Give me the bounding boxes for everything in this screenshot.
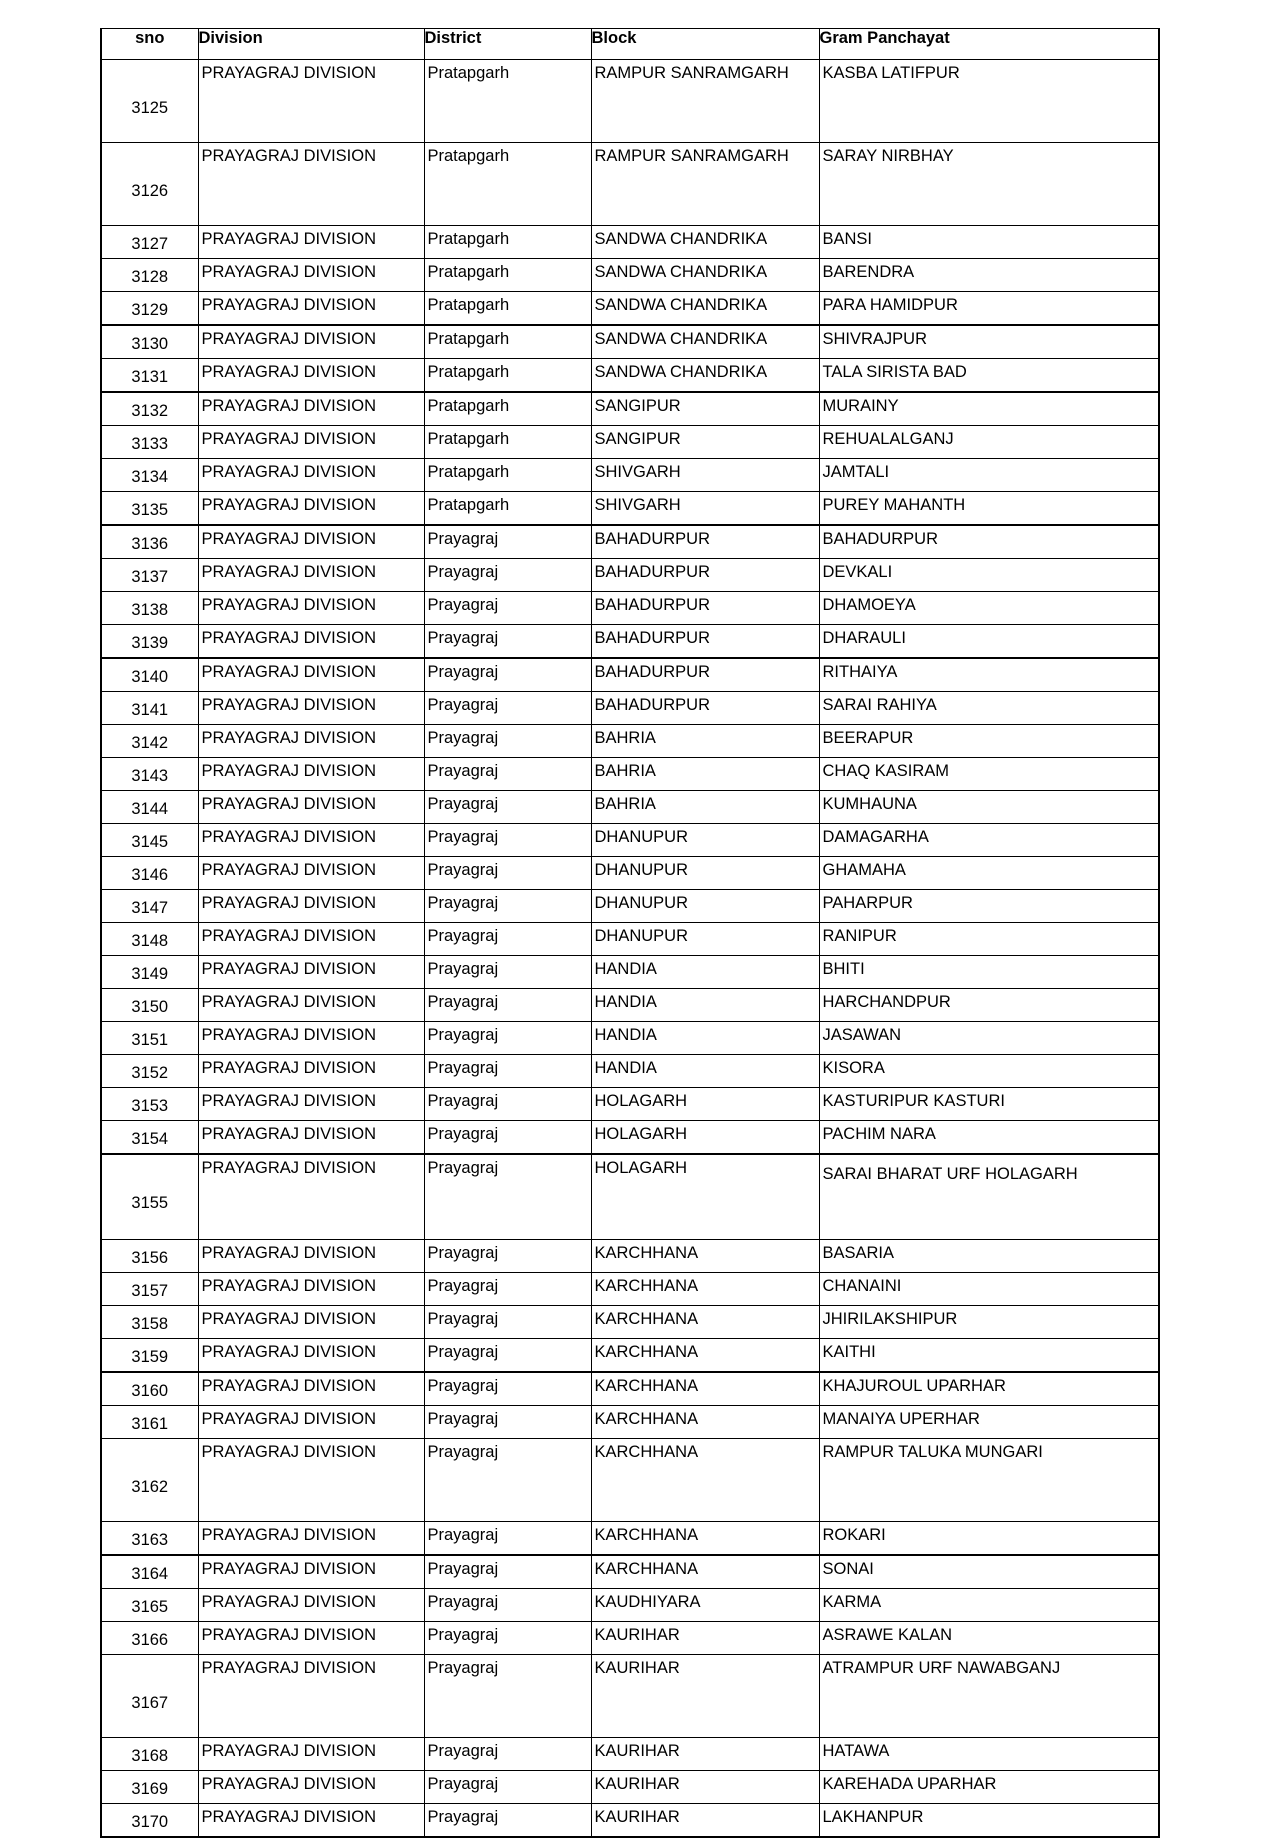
- cell-district: Prayagraj: [424, 1804, 591, 1838]
- cell-block: BAHRIA: [591, 758, 819, 791]
- cell-division: PRAYAGRAJ DIVISION: [198, 758, 424, 791]
- cell-district: Prayagraj: [424, 625, 591, 659]
- table-row: [101, 60, 1159, 143]
- cell-division: PRAYAGRAJ DIVISION: [198, 525, 424, 559]
- table-row: [101, 1121, 1159, 1155]
- cell-sno: 3151: [101, 1022, 198, 1055]
- cell-division: PRAYAGRAJ DIVISION: [198, 890, 424, 923]
- cell-gram-panchayat: KUMHAUNA: [819, 791, 1159, 824]
- cell-sno: 3130: [101, 325, 198, 359]
- cell-district: Prayagraj: [424, 1655, 591, 1738]
- table-header-row: [101, 29, 1159, 60]
- cell-district: Prayagraj: [424, 791, 591, 824]
- cell-gram-panchayat: PUREY MAHANTH: [819, 492, 1159, 526]
- cell-block: BAHADURPUR: [591, 525, 819, 559]
- cell-division: PRAYAGRAJ DIVISION: [198, 1121, 424, 1155]
- table-row: [101, 259, 1159, 292]
- table-row: [101, 559, 1159, 592]
- cell-district: Pratapgarh: [424, 426, 591, 459]
- cell-district: Prayagraj: [424, 1088, 591, 1121]
- cell-division: PRAYAGRAJ DIVISION: [198, 956, 424, 989]
- cell-block: BAHRIA: [591, 725, 819, 758]
- cell-sno: 3139: [101, 625, 198, 659]
- cell-block: HANDIA: [591, 989, 819, 1022]
- cell-block: SANDWA CHANDRIKA: [591, 259, 819, 292]
- cell-district: Prayagraj: [424, 1622, 591, 1655]
- cell-gram-panchayat: BASARIA: [819, 1240, 1159, 1273]
- cell-division: PRAYAGRAJ DIVISION: [198, 259, 424, 292]
- cell-block: KAURIHAR: [591, 1622, 819, 1655]
- cell-sno: 3140: [101, 658, 198, 692]
- cell-sno: 3147: [101, 890, 198, 923]
- cell-block: BAHADURPUR: [591, 592, 819, 625]
- cell-gram-panchayat: JHIRILAKSHIPUR: [819, 1306, 1159, 1339]
- table-row: [101, 824, 1159, 857]
- cell-division: PRAYAGRAJ DIVISION: [198, 1022, 424, 1055]
- table-row: [101, 1372, 1159, 1406]
- cell-sno: 3126: [101, 143, 198, 226]
- cell-block: RAMPUR SANRAMGARH: [591, 60, 819, 143]
- cell-district: Prayagraj: [424, 1771, 591, 1804]
- table-row: [101, 1622, 1159, 1655]
- cell-sno: 3128: [101, 259, 198, 292]
- cell-division: PRAYAGRAJ DIVISION: [198, 359, 424, 393]
- cell-division: PRAYAGRAJ DIVISION: [198, 1589, 424, 1622]
- cell-block: DHANUPUR: [591, 857, 819, 890]
- cell-gram-panchayat: DHAMOEYA: [819, 592, 1159, 625]
- cell-sno: 3152: [101, 1055, 198, 1088]
- cell-sno: 3137: [101, 559, 198, 592]
- cell-gram-panchayat: RANIPUR: [819, 923, 1159, 956]
- cell-block: KAUDHIYARA: [591, 1589, 819, 1622]
- table-row: [101, 1804, 1159, 1838]
- table-row: [101, 1339, 1159, 1373]
- table-row: [101, 890, 1159, 923]
- cell-division: PRAYAGRAJ DIVISION: [198, 143, 424, 226]
- table-row: [101, 1771, 1159, 1804]
- cell-district: Pratapgarh: [424, 459, 591, 492]
- cell-division: PRAYAGRAJ DIVISION: [198, 392, 424, 426]
- cell-district: Pratapgarh: [424, 392, 591, 426]
- cell-sno: 3148: [101, 923, 198, 956]
- table-row: [101, 1655, 1159, 1738]
- cell-district: Prayagraj: [424, 1372, 591, 1406]
- cell-district: Prayagraj: [424, 1121, 591, 1155]
- cell-sno: 3129: [101, 292, 198, 326]
- cell-district: Prayagraj: [424, 1339, 591, 1373]
- table-row: [101, 492, 1159, 526]
- cell-district: Prayagraj: [424, 1589, 591, 1622]
- cell-division: PRAYAGRAJ DIVISION: [198, 1088, 424, 1121]
- table-row: [101, 1522, 1159, 1556]
- cell-district: Prayagraj: [424, 857, 591, 890]
- table-row: [101, 725, 1159, 758]
- cell-district: Prayagraj: [424, 824, 591, 857]
- cell-sno: 3156: [101, 1240, 198, 1273]
- cell-sno: 3153: [101, 1088, 198, 1121]
- cell-division: PRAYAGRAJ DIVISION: [198, 658, 424, 692]
- cell-sno: 3166: [101, 1622, 198, 1655]
- cell-gram-panchayat: BARENDRA: [819, 259, 1159, 292]
- cell-district: Prayagraj: [424, 758, 591, 791]
- cell-district: Prayagraj: [424, 559, 591, 592]
- table-row: [101, 1055, 1159, 1088]
- cell-district: Prayagraj: [424, 1738, 591, 1771]
- cell-gram-panchayat: JAMTALI: [819, 459, 1159, 492]
- table-row: [101, 325, 1159, 359]
- cell-division: PRAYAGRAJ DIVISION: [198, 559, 424, 592]
- cell-district: Prayagraj: [424, 658, 591, 692]
- table-row: [101, 1406, 1159, 1439]
- cell-block: KARCHHANA: [591, 1555, 819, 1589]
- cell-gram-panchayat: KISORA: [819, 1055, 1159, 1088]
- table-row: [101, 1273, 1159, 1306]
- cell-sno: 3135: [101, 492, 198, 526]
- cell-gram-panchayat: DHARAULI: [819, 625, 1159, 659]
- cell-block: BAHRIA: [591, 791, 819, 824]
- cell-block: HOLAGARH: [591, 1121, 819, 1155]
- cell-gram-panchayat: SARAY NIRBHAY: [819, 143, 1159, 226]
- cell-sno: 3167: [101, 1655, 198, 1738]
- cell-district: Prayagraj: [424, 1555, 591, 1589]
- cell-block: SANDWA CHANDRIKA: [591, 226, 819, 259]
- cell-division: PRAYAGRAJ DIVISION: [198, 1372, 424, 1406]
- cell-district: Prayagraj: [424, 989, 591, 1022]
- cell-district: Pratapgarh: [424, 259, 591, 292]
- cell-block: SHIVGARH: [591, 459, 819, 492]
- cell-division: PRAYAGRAJ DIVISION: [198, 1771, 424, 1804]
- cell-division: PRAYAGRAJ DIVISION: [198, 1439, 424, 1522]
- cell-division: PRAYAGRAJ DIVISION: [198, 1655, 424, 1738]
- cell-block: DHANUPUR: [591, 824, 819, 857]
- cell-division: PRAYAGRAJ DIVISION: [198, 459, 424, 492]
- cell-gram-panchayat: SHIVRAJPUR: [819, 325, 1159, 359]
- cell-district: Prayagraj: [424, 1154, 591, 1240]
- table-row: [101, 1738, 1159, 1771]
- table-row: [101, 1240, 1159, 1273]
- cell-gram-panchayat: JASAWAN: [819, 1022, 1159, 1055]
- cell-division: PRAYAGRAJ DIVISION: [198, 226, 424, 259]
- cell-sno: 3125: [101, 60, 198, 143]
- table-row: [101, 791, 1159, 824]
- cell-block: KARCHHANA: [591, 1240, 819, 1273]
- cell-sno: 3160: [101, 1372, 198, 1406]
- cell-block: SANGIPUR: [591, 392, 819, 426]
- cell-sno: 3133: [101, 426, 198, 459]
- cell-division: PRAYAGRAJ DIVISION: [198, 1055, 424, 1088]
- cell-division: PRAYAGRAJ DIVISION: [198, 923, 424, 956]
- cell-sno: 3155: [101, 1154, 198, 1240]
- cell-division: PRAYAGRAJ DIVISION: [198, 1154, 424, 1240]
- table-row: [101, 392, 1159, 426]
- cell-block: BAHADURPUR: [591, 658, 819, 692]
- cell-district: Prayagraj: [424, 1240, 591, 1273]
- cell-division: PRAYAGRAJ DIVISION: [198, 725, 424, 758]
- cell-division: PRAYAGRAJ DIVISION: [198, 857, 424, 890]
- cell-block: HOLAGARH: [591, 1154, 819, 1240]
- cell-gram-panchayat: TALA SIRISTA BAD: [819, 359, 1159, 393]
- table-row: [101, 1306, 1159, 1339]
- cell-block: SANDWA CHANDRIKA: [591, 359, 819, 393]
- cell-sno: 3159: [101, 1339, 198, 1373]
- cell-block: BAHADURPUR: [591, 692, 819, 725]
- cell-district: Prayagraj: [424, 525, 591, 559]
- cell-gram-panchayat: SARAI BHARAT URF HOLAGARH: [819, 1154, 1159, 1240]
- cell-division: PRAYAGRAJ DIVISION: [198, 1738, 424, 1771]
- table-row: [101, 923, 1159, 956]
- cell-division: PRAYAGRAJ DIVISION: [198, 625, 424, 659]
- cell-sno: 3138: [101, 592, 198, 625]
- cell-gram-panchayat: MURAINY: [819, 392, 1159, 426]
- table-row: [101, 625, 1159, 659]
- column-header-division: Division: [198, 29, 424, 60]
- cell-sno: 3164: [101, 1555, 198, 1589]
- table-row: [101, 692, 1159, 725]
- cell-block: KARCHHANA: [591, 1306, 819, 1339]
- table-row: [101, 292, 1159, 326]
- cell-division: PRAYAGRAJ DIVISION: [198, 1406, 424, 1439]
- cell-gram-panchayat: PAHARPUR: [819, 890, 1159, 923]
- cell-sno: 3127: [101, 226, 198, 259]
- cell-gram-panchayat: RITHAIYA: [819, 658, 1159, 692]
- cell-district: Prayagraj: [424, 956, 591, 989]
- cell-block: HANDIA: [591, 956, 819, 989]
- cell-district: Prayagraj: [424, 923, 591, 956]
- cell-gram-panchayat: KASBA LATIFPUR: [819, 60, 1159, 143]
- cell-district: Prayagraj: [424, 890, 591, 923]
- table-body: [101, 60, 1159, 1838]
- table-row: [101, 525, 1159, 559]
- cell-gram-panchayat: REHUALALGANJ: [819, 426, 1159, 459]
- cell-gram-panchayat: KAITHI: [819, 1339, 1159, 1373]
- column-header-district: District: [424, 29, 591, 60]
- cell-sno: 3145: [101, 824, 198, 857]
- gram-panchayat-table: [100, 28, 1160, 1838]
- cell-gram-panchayat: PARA HAMIDPUR: [819, 292, 1159, 326]
- cell-district: Pratapgarh: [424, 60, 591, 143]
- cell-division: PRAYAGRAJ DIVISION: [198, 60, 424, 143]
- cell-block: SANGIPUR: [591, 426, 819, 459]
- cell-sno: 3161: [101, 1406, 198, 1439]
- cell-division: PRAYAGRAJ DIVISION: [198, 426, 424, 459]
- cell-district: Prayagraj: [424, 1522, 591, 1556]
- cell-division: PRAYAGRAJ DIVISION: [198, 824, 424, 857]
- cell-block: HOLAGARH: [591, 1088, 819, 1121]
- cell-sno: 3132: [101, 392, 198, 426]
- cell-block: BAHADURPUR: [591, 559, 819, 592]
- cell-sno: 3154: [101, 1121, 198, 1155]
- cell-district: Pratapgarh: [424, 325, 591, 359]
- cell-sno: 3136: [101, 525, 198, 559]
- cell-block: KARCHHANA: [591, 1439, 819, 1522]
- table-row: [101, 426, 1159, 459]
- cell-gram-panchayat: HARCHANDPUR: [819, 989, 1159, 1022]
- table-row: [101, 592, 1159, 625]
- cell-sno: 3157: [101, 1273, 198, 1306]
- cell-gram-panchayat: KAREHADA UPARHAR: [819, 1771, 1159, 1804]
- cell-gram-panchayat: HATAWA: [819, 1738, 1159, 1771]
- cell-block: DHANUPUR: [591, 890, 819, 923]
- cell-block: KARCHHANA: [591, 1339, 819, 1373]
- cell-district: Pratapgarh: [424, 492, 591, 526]
- cell-sno: 3150: [101, 989, 198, 1022]
- table-row: [101, 226, 1159, 259]
- cell-gram-panchayat: BHITI: [819, 956, 1159, 989]
- cell-district: Pratapgarh: [424, 359, 591, 393]
- table-row: [101, 1154, 1159, 1240]
- cell-division: PRAYAGRAJ DIVISION: [198, 592, 424, 625]
- cell-division: PRAYAGRAJ DIVISION: [198, 1555, 424, 1589]
- table-row: [101, 1088, 1159, 1121]
- cell-sno: 3146: [101, 857, 198, 890]
- cell-division: PRAYAGRAJ DIVISION: [198, 1273, 424, 1306]
- cell-gram-panchayat: DEVKALI: [819, 559, 1159, 592]
- column-header-block: Block: [591, 29, 819, 60]
- cell-block: KARCHHANA: [591, 1372, 819, 1406]
- cell-district: Pratapgarh: [424, 292, 591, 326]
- cell-division: PRAYAGRAJ DIVISION: [198, 1240, 424, 1273]
- cell-gram-panchayat: BEERAPUR: [819, 725, 1159, 758]
- cell-gram-panchayat: BANSI: [819, 226, 1159, 259]
- table-row: [101, 1439, 1159, 1522]
- cell-gram-panchayat: PACHIM NARA: [819, 1121, 1159, 1155]
- cell-gram-panchayat: ROKARI: [819, 1522, 1159, 1556]
- cell-gram-panchayat: SARAI RAHIYA: [819, 692, 1159, 725]
- cell-gram-panchayat: RAMPUR TALUKA MUNGARI: [819, 1439, 1159, 1522]
- cell-gram-panchayat: GHAMAHA: [819, 857, 1159, 890]
- cell-block: SANDWA CHANDRIKA: [591, 292, 819, 326]
- cell-sno: 3142: [101, 725, 198, 758]
- cell-sno: 3162: [101, 1439, 198, 1522]
- cell-gram-panchayat: BAHADURPUR: [819, 525, 1159, 559]
- cell-district: Prayagraj: [424, 1406, 591, 1439]
- cell-district: Prayagraj: [424, 1439, 591, 1522]
- cell-gram-panchayat: ATRAMPUR URF NAWABGANJ: [819, 1655, 1159, 1738]
- cell-sno: 3134: [101, 459, 198, 492]
- cell-district: Prayagraj: [424, 1022, 591, 1055]
- cell-block: KAURIHAR: [591, 1771, 819, 1804]
- cell-district: Prayagraj: [424, 692, 591, 725]
- cell-sno: 3141: [101, 692, 198, 725]
- table-row: [101, 989, 1159, 1022]
- cell-gram-panchayat: CHANAINI: [819, 1273, 1159, 1306]
- cell-gram-panchayat: SONAI: [819, 1555, 1159, 1589]
- cell-block: DHANUPUR: [591, 923, 819, 956]
- cell-block: RAMPUR SANRAMGARH: [591, 143, 819, 226]
- cell-division: PRAYAGRAJ DIVISION: [198, 492, 424, 526]
- cell-division: PRAYAGRAJ DIVISION: [198, 1804, 424, 1838]
- cell-division: PRAYAGRAJ DIVISION: [198, 1306, 424, 1339]
- cell-gram-panchayat: KARMA: [819, 1589, 1159, 1622]
- table-header: [101, 29, 1159, 60]
- cell-division: PRAYAGRAJ DIVISION: [198, 292, 424, 326]
- cell-block: KARCHHANA: [591, 1273, 819, 1306]
- cell-block: KAURIHAR: [591, 1738, 819, 1771]
- table-row: [101, 1589, 1159, 1622]
- cell-gram-panchayat: KHAJUROUL UPARHAR: [819, 1372, 1159, 1406]
- cell-district: Prayagraj: [424, 725, 591, 758]
- table-row: [101, 143, 1159, 226]
- table-row: [101, 658, 1159, 692]
- table-row: [101, 956, 1159, 989]
- cell-gram-panchayat: ASRAWE KALAN: [819, 1622, 1159, 1655]
- table-row: [101, 459, 1159, 492]
- cell-block: HANDIA: [591, 1022, 819, 1055]
- cell-block: BAHADURPUR: [591, 625, 819, 659]
- cell-block: HANDIA: [591, 1055, 819, 1088]
- cell-district: Prayagraj: [424, 1273, 591, 1306]
- table-row: [101, 1555, 1159, 1589]
- cell-division: PRAYAGRAJ DIVISION: [198, 325, 424, 359]
- cell-division: PRAYAGRAJ DIVISION: [198, 1622, 424, 1655]
- cell-sno: 3143: [101, 758, 198, 791]
- cell-gram-panchayat: MANAIYA UPERHAR: [819, 1406, 1159, 1439]
- cell-district: Prayagraj: [424, 1306, 591, 1339]
- cell-sno: 3168: [101, 1738, 198, 1771]
- cell-division: PRAYAGRAJ DIVISION: [198, 1522, 424, 1556]
- cell-sno: 3158: [101, 1306, 198, 1339]
- cell-block: KAURIHAR: [591, 1655, 819, 1738]
- cell-sno: 3144: [101, 791, 198, 824]
- cell-gram-panchayat: LAKHANPUR: [819, 1804, 1159, 1838]
- cell-sno: 3131: [101, 359, 198, 393]
- cell-division: PRAYAGRAJ DIVISION: [198, 692, 424, 725]
- cell-division: PRAYAGRAJ DIVISION: [198, 989, 424, 1022]
- cell-gram-panchayat: CHAQ KASIRAM: [819, 758, 1159, 791]
- cell-district: Pratapgarh: [424, 226, 591, 259]
- column-header-sno: sno: [101, 29, 198, 60]
- cell-district: Prayagraj: [424, 592, 591, 625]
- table-row: [101, 758, 1159, 791]
- cell-block: KARCHHANA: [591, 1522, 819, 1556]
- cell-district: Prayagraj: [424, 1055, 591, 1088]
- table-row: [101, 1022, 1159, 1055]
- cell-gram-panchayat: DAMAGARHA: [819, 824, 1159, 857]
- cell-district: Pratapgarh: [424, 143, 591, 226]
- cell-sno: 3149: [101, 956, 198, 989]
- cell-gram-panchayat: KASTURIPUR KASTURI: [819, 1088, 1159, 1121]
- cell-sno: 3163: [101, 1522, 198, 1556]
- cell-block: SHIVGARH: [591, 492, 819, 526]
- cell-division: PRAYAGRAJ DIVISION: [198, 1339, 424, 1373]
- cell-block: KARCHHANA: [591, 1406, 819, 1439]
- cell-sno: 3165: [101, 1589, 198, 1622]
- cell-block: SANDWA CHANDRIKA: [591, 325, 819, 359]
- cell-sno: 3170: [101, 1804, 198, 1838]
- cell-sno: 3169: [101, 1771, 198, 1804]
- cell-block: KAURIHAR: [591, 1804, 819, 1838]
- table-row: [101, 857, 1159, 890]
- table-row: [101, 359, 1159, 393]
- column-header-gram-panchayat: Gram Panchayat: [819, 29, 1159, 60]
- cell-division: PRAYAGRAJ DIVISION: [198, 791, 424, 824]
- gram-panchayat-table-container: [100, 28, 1158, 1838]
